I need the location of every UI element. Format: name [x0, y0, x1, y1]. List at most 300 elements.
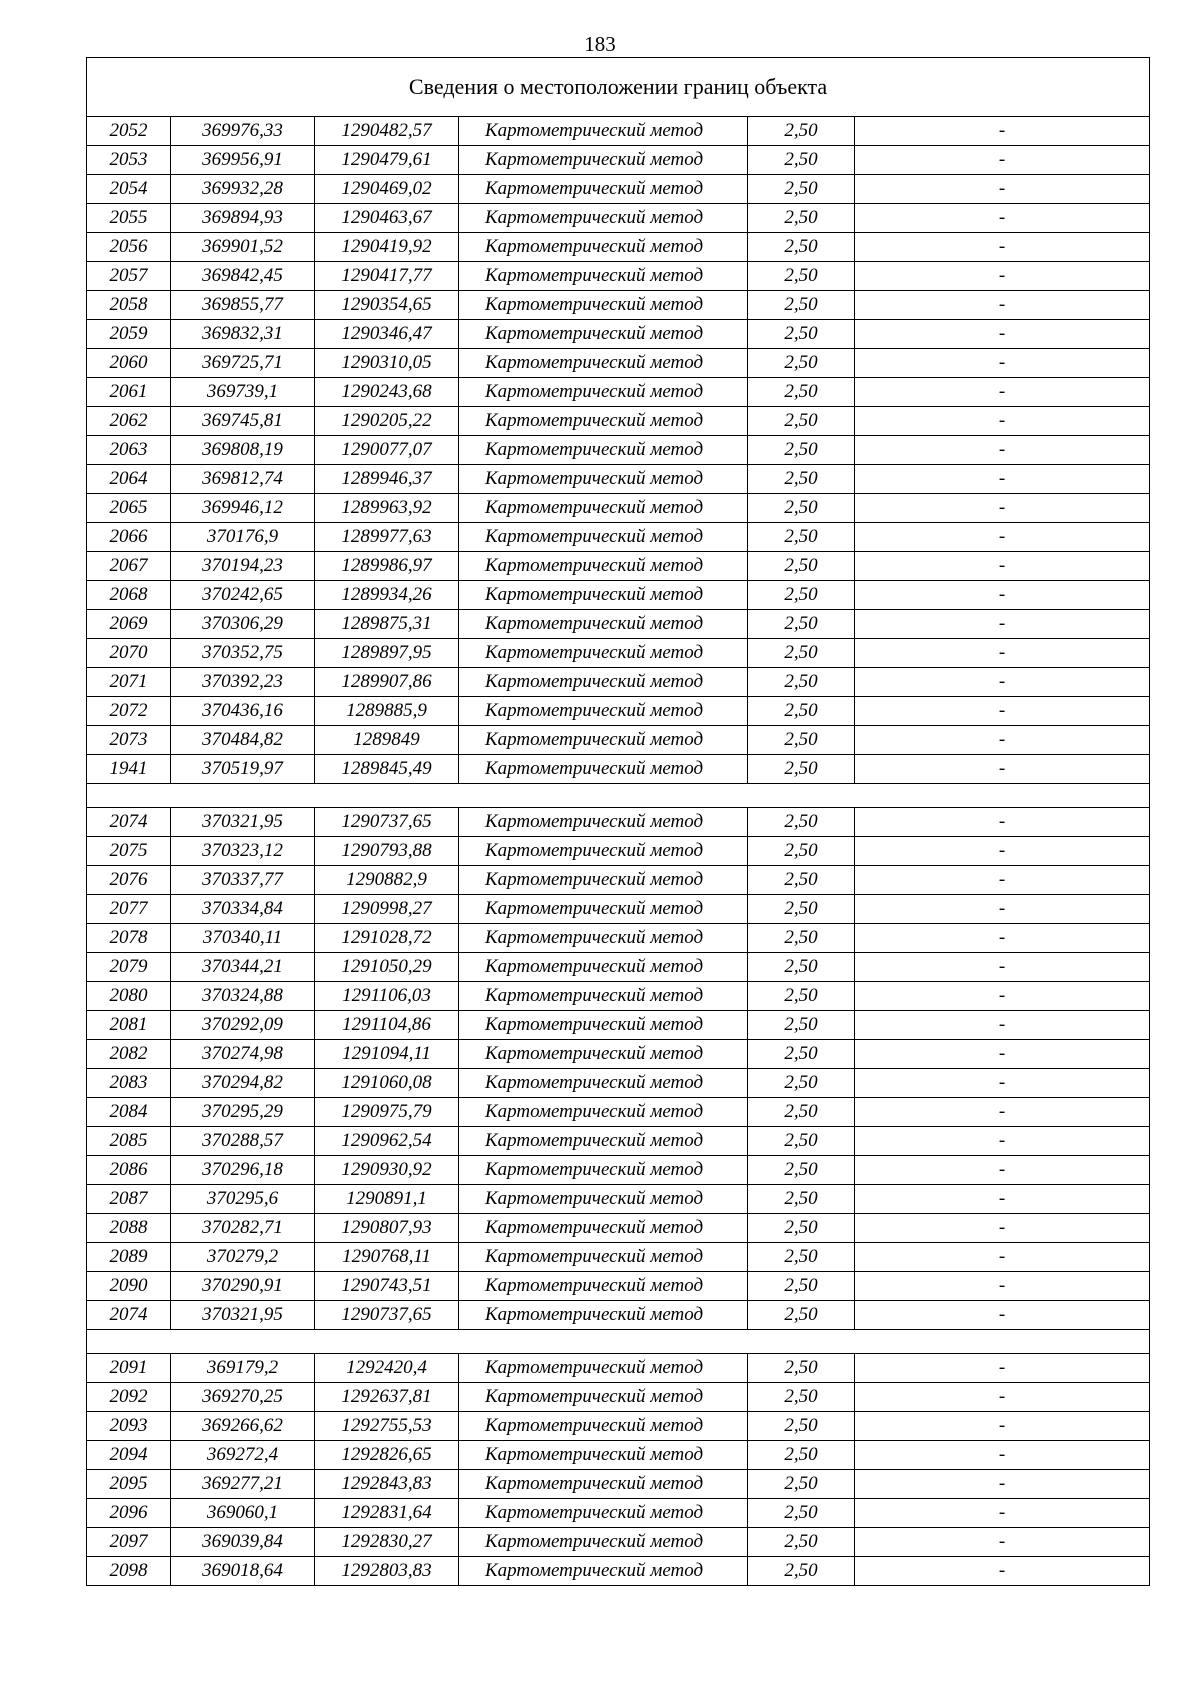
- table-row: [87, 982, 1150, 1011]
- accuracy-cell: 2,50: [748, 1098, 855, 1127]
- accuracy-cell: 2,50: [748, 1127, 855, 1156]
- coord-y-cell: 1290346,47: [315, 320, 459, 349]
- method-cell: Картометрический метод: [459, 1272, 748, 1301]
- point-number-cell: 2085: [87, 1127, 171, 1156]
- point-number-cell: 2094: [87, 1441, 171, 1470]
- point-number-cell: 2081: [87, 1011, 171, 1040]
- coord-x-cell: 370519,97: [171, 755, 315, 784]
- point-number-cell: 2072: [87, 697, 171, 726]
- coord-x-cell: 369739,1: [171, 378, 315, 407]
- table-row: [87, 1098, 1150, 1127]
- table-row: [87, 1156, 1150, 1185]
- point-number-cell: 2079: [87, 953, 171, 982]
- point-number-cell: 2097: [87, 1528, 171, 1557]
- coord-y-cell: 1292826,65: [315, 1441, 459, 1470]
- coord-x-cell: 369060,1: [171, 1499, 315, 1528]
- method-cell: Картометрический метод: [459, 117, 748, 146]
- coord-x-cell: 369832,31: [171, 320, 315, 349]
- coord-x-cell: 370296,18: [171, 1156, 315, 1185]
- point-number-cell: 2086: [87, 1156, 171, 1185]
- accuracy-cell: 2,50: [748, 837, 855, 866]
- coord-x-cell: 370274,98: [171, 1040, 315, 1069]
- table-row: [87, 1528, 1150, 1557]
- coord-x-cell: 370282,71: [171, 1214, 315, 1243]
- coord-x-cell: 370242,65: [171, 581, 315, 610]
- coord-x-cell: 369277,21: [171, 1470, 315, 1499]
- point-number-cell: 2071: [87, 668, 171, 697]
- accuracy-cell: 2,50: [748, 1441, 855, 1470]
- method-cell: Картометрический метод: [459, 552, 748, 581]
- point-number-cell: 2078: [87, 924, 171, 953]
- table-body: [87, 58, 1150, 1586]
- method-cell: Картометрический метод: [459, 1441, 748, 1470]
- coord-x-cell: 369976,33: [171, 117, 315, 146]
- accuracy-cell: 2,50: [748, 1272, 855, 1301]
- accuracy-cell: 2,50: [748, 1011, 855, 1040]
- description-cell: -: [855, 668, 1150, 697]
- method-cell: Картометрический метод: [459, 1243, 748, 1272]
- accuracy-cell: 2,50: [748, 349, 855, 378]
- table-row: [87, 581, 1150, 610]
- description-cell: -: [855, 581, 1150, 610]
- coord-y-cell: 1289845,49: [315, 755, 459, 784]
- point-number-cell: 2088: [87, 1214, 171, 1243]
- point-number-cell: 2074: [87, 808, 171, 837]
- description-cell: -: [855, 866, 1150, 895]
- accuracy-cell: 2,50: [748, 755, 855, 784]
- description-cell: -: [855, 407, 1150, 436]
- method-cell: Картометрический метод: [459, 204, 748, 233]
- method-cell: Картометрический метод: [459, 895, 748, 924]
- coord-x-cell: 370321,95: [171, 808, 315, 837]
- coord-x-cell: 370324,88: [171, 982, 315, 1011]
- point-number-cell: 2070: [87, 639, 171, 668]
- coord-y-cell: 1290243,68: [315, 378, 459, 407]
- point-number-cell: 2076: [87, 866, 171, 895]
- coord-x-cell: 370288,57: [171, 1127, 315, 1156]
- table-title: Сведения о местоположении границ объекта: [87, 58, 1150, 117]
- coord-y-cell: 1291028,72: [315, 924, 459, 953]
- description-cell: -: [855, 755, 1150, 784]
- point-number-cell: 2060: [87, 349, 171, 378]
- coord-y-cell: 1290417,77: [315, 262, 459, 291]
- method-cell: Картометрический метод: [459, 233, 748, 262]
- description-cell: -: [855, 378, 1150, 407]
- table-title-row: [87, 58, 1150, 117]
- point-number-cell: 2069: [87, 610, 171, 639]
- accuracy-cell: 2,50: [748, 262, 855, 291]
- point-number-cell: 2063: [87, 436, 171, 465]
- accuracy-cell: 2,50: [748, 924, 855, 953]
- description-cell: -: [855, 262, 1150, 291]
- method-cell: Картометрический метод: [459, 378, 748, 407]
- coord-y-cell: 1289963,92: [315, 494, 459, 523]
- coord-y-cell: 1289946,37: [315, 465, 459, 494]
- point-number-cell: 2057: [87, 262, 171, 291]
- description-cell: -: [855, 1243, 1150, 1272]
- point-number-cell: 2061: [87, 378, 171, 407]
- method-cell: Картометрический метод: [459, 1412, 748, 1441]
- coord-y-cell: 1290419,92: [315, 233, 459, 262]
- coord-y-cell: 1291104,86: [315, 1011, 459, 1040]
- table-row: [87, 146, 1150, 175]
- accuracy-cell: 2,50: [748, 1412, 855, 1441]
- coord-y-cell: 1289897,95: [315, 639, 459, 668]
- table-row: [87, 1470, 1150, 1499]
- point-number-cell: 2064: [87, 465, 171, 494]
- coord-x-cell: 369812,74: [171, 465, 315, 494]
- method-cell: Картометрический метод: [459, 1127, 748, 1156]
- method-cell: Картометрический метод: [459, 262, 748, 291]
- table-row: [87, 378, 1150, 407]
- method-cell: Картометрический метод: [459, 755, 748, 784]
- coord-x-cell: 369266,62: [171, 1412, 315, 1441]
- table-row: [87, 1214, 1150, 1243]
- point-number-cell: 2087: [87, 1185, 171, 1214]
- description-cell: -: [855, 639, 1150, 668]
- table-row: [87, 436, 1150, 465]
- table-row: [87, 1441, 1150, 1470]
- accuracy-cell: 2,50: [748, 581, 855, 610]
- table-row: [87, 755, 1150, 784]
- table-row: [87, 407, 1150, 436]
- table-row: [87, 1557, 1150, 1586]
- table-row: [87, 117, 1150, 146]
- table-row: [87, 1040, 1150, 1069]
- description-cell: -: [855, 837, 1150, 866]
- coord-x-cell: 369179,2: [171, 1354, 315, 1383]
- point-number-cell: 2066: [87, 523, 171, 552]
- method-cell: Картометрический метод: [459, 1499, 748, 1528]
- method-cell: Картометрический метод: [459, 175, 748, 204]
- point-number-cell: 2059: [87, 320, 171, 349]
- accuracy-cell: 2,50: [748, 982, 855, 1011]
- description-cell: -: [855, 924, 1150, 953]
- description-cell: -: [855, 697, 1150, 726]
- method-cell: Картометрический метод: [459, 523, 748, 552]
- accuracy-cell: 2,50: [748, 639, 855, 668]
- accuracy-cell: 2,50: [748, 1528, 855, 1557]
- coord-x-cell: 369039,84: [171, 1528, 315, 1557]
- method-cell: Картометрический метод: [459, 1098, 748, 1127]
- coord-y-cell: 1290975,79: [315, 1098, 459, 1127]
- accuracy-cell: 2,50: [748, 465, 855, 494]
- table-row: [87, 697, 1150, 726]
- description-cell: -: [855, 1040, 1150, 1069]
- table-row: [87, 639, 1150, 668]
- description-cell: -: [855, 1557, 1150, 1586]
- description-cell: -: [855, 610, 1150, 639]
- table-row: [87, 953, 1150, 982]
- coord-x-cell: 370295,29: [171, 1098, 315, 1127]
- table-row: [87, 291, 1150, 320]
- point-number-cell: 2090: [87, 1272, 171, 1301]
- accuracy-cell: 2,50: [748, 697, 855, 726]
- accuracy-cell: 2,50: [748, 1243, 855, 1272]
- coord-y-cell: 1292755,53: [315, 1412, 459, 1441]
- description-cell: -: [855, 552, 1150, 581]
- accuracy-cell: 2,50: [748, 233, 855, 262]
- method-cell: Картометрический метод: [459, 668, 748, 697]
- description-cell: -: [855, 1441, 1150, 1470]
- coord-x-cell: 370295,6: [171, 1185, 315, 1214]
- coord-x-cell: 370294,82: [171, 1069, 315, 1098]
- method-cell: Картометрический метод: [459, 581, 748, 610]
- coord-x-cell: 370484,82: [171, 726, 315, 755]
- method-cell: Картометрический метод: [459, 1383, 748, 1412]
- point-number-cell: 2093: [87, 1412, 171, 1441]
- coord-y-cell: 1290737,65: [315, 1301, 459, 1330]
- point-number-cell: 2058: [87, 291, 171, 320]
- coord-y-cell: 1290737,65: [315, 808, 459, 837]
- description-cell: -: [855, 1011, 1150, 1040]
- method-cell: Картометрический метод: [459, 146, 748, 175]
- table-row: [87, 726, 1150, 755]
- coord-x-cell: 369956,91: [171, 146, 315, 175]
- accuracy-cell: 2,50: [748, 610, 855, 639]
- method-cell: Картометрический метод: [459, 697, 748, 726]
- page-number: 183: [584, 32, 616, 56]
- description-cell: -: [855, 117, 1150, 146]
- coord-y-cell: 1290469,02: [315, 175, 459, 204]
- coord-y-cell: 1289907,86: [315, 668, 459, 697]
- description-cell: -: [855, 349, 1150, 378]
- method-cell: Картометрический метод: [459, 982, 748, 1011]
- description-cell: -: [855, 895, 1150, 924]
- boundary-coordinates-table: [86, 57, 1150, 1586]
- table-row: [87, 837, 1150, 866]
- table-row: [87, 610, 1150, 639]
- coord-y-cell: 1290793,88: [315, 837, 459, 866]
- coord-y-cell: 1290962,54: [315, 1127, 459, 1156]
- coord-x-cell: 369808,19: [171, 436, 315, 465]
- coord-y-cell: 1290205,22: [315, 407, 459, 436]
- description-cell: -: [855, 1301, 1150, 1330]
- description-cell: -: [855, 436, 1150, 465]
- table-row: [87, 494, 1150, 523]
- accuracy-cell: 2,50: [748, 726, 855, 755]
- accuracy-cell: 2,50: [748, 1214, 855, 1243]
- point-number-cell: 2065: [87, 494, 171, 523]
- method-cell: Картометрический метод: [459, 924, 748, 953]
- description-cell: -: [855, 1185, 1150, 1214]
- accuracy-cell: 2,50: [748, 320, 855, 349]
- accuracy-cell: 2,50: [748, 895, 855, 924]
- table-row: [87, 1272, 1150, 1301]
- table-row: [87, 1185, 1150, 1214]
- method-cell: Картометрический метод: [459, 465, 748, 494]
- accuracy-cell: 2,50: [748, 1383, 855, 1412]
- coord-y-cell: 1290482,57: [315, 117, 459, 146]
- coord-y-cell: 1290354,65: [315, 291, 459, 320]
- method-cell: Картометрический метод: [459, 1557, 748, 1586]
- coord-y-cell: 1290807,93: [315, 1214, 459, 1243]
- accuracy-cell: 2,50: [748, 117, 855, 146]
- point-number-cell: 2096: [87, 1499, 171, 1528]
- description-cell: -: [855, 204, 1150, 233]
- accuracy-cell: 2,50: [748, 1354, 855, 1383]
- method-cell: Картометрический метод: [459, 1156, 748, 1185]
- coord-y-cell: 1290077,07: [315, 436, 459, 465]
- point-number-cell: 2074: [87, 1301, 171, 1330]
- coord-y-cell: 1292420,4: [315, 1354, 459, 1383]
- method-cell: Картометрический метод: [459, 610, 748, 639]
- table-row: [87, 175, 1150, 204]
- coord-x-cell: 370279,2: [171, 1243, 315, 1272]
- description-cell: -: [855, 1272, 1150, 1301]
- accuracy-cell: 2,50: [748, 1557, 855, 1586]
- point-number-cell: 2089: [87, 1243, 171, 1272]
- method-cell: Картометрический метод: [459, 866, 748, 895]
- method-cell: Картометрический метод: [459, 639, 748, 668]
- point-number-cell: 2095: [87, 1470, 171, 1499]
- method-cell: Картометрический метод: [459, 726, 748, 755]
- table-row: [87, 523, 1150, 552]
- description-cell: -: [855, 726, 1150, 755]
- accuracy-cell: 2,50: [748, 808, 855, 837]
- point-number-cell: 2055: [87, 204, 171, 233]
- accuracy-cell: 2,50: [748, 291, 855, 320]
- description-cell: -: [855, 465, 1150, 494]
- method-cell: Картометрический метод: [459, 808, 748, 837]
- contour-separator-cell: [87, 784, 1150, 808]
- coord-x-cell: 370436,16: [171, 697, 315, 726]
- coord-y-cell: 1291050,29: [315, 953, 459, 982]
- coord-x-cell: 370290,91: [171, 1272, 315, 1301]
- method-cell: Картометрический метод: [459, 320, 748, 349]
- table-row: [87, 233, 1150, 262]
- description-cell: -: [855, 1354, 1150, 1383]
- coord-y-cell: 1289977,63: [315, 523, 459, 552]
- method-cell: Картометрический метод: [459, 436, 748, 465]
- table-row: [87, 924, 1150, 953]
- point-number-cell: 2080: [87, 982, 171, 1011]
- coord-y-cell: 1292831,64: [315, 1499, 459, 1528]
- accuracy-cell: 2,50: [748, 407, 855, 436]
- coord-y-cell: 1292637,81: [315, 1383, 459, 1412]
- point-number-cell: 2053: [87, 146, 171, 175]
- point-number-cell: 2083: [87, 1069, 171, 1098]
- method-cell: Картометрический метод: [459, 1470, 748, 1499]
- coord-y-cell: 1291106,03: [315, 982, 459, 1011]
- method-cell: Картометрический метод: [459, 494, 748, 523]
- coord-x-cell: 370334,84: [171, 895, 315, 924]
- accuracy-cell: 2,50: [748, 204, 855, 233]
- description-cell: -: [855, 808, 1150, 837]
- coord-y-cell: 1290310,05: [315, 349, 459, 378]
- description-cell: -: [855, 1499, 1150, 1528]
- table-row: [87, 895, 1150, 924]
- coord-y-cell: 1290930,92: [315, 1156, 459, 1185]
- description-cell: -: [855, 1214, 1150, 1243]
- method-cell: Картометрический метод: [459, 1528, 748, 1557]
- accuracy-cell: 2,50: [748, 668, 855, 697]
- accuracy-cell: 2,50: [748, 1069, 855, 1098]
- method-cell: Картометрический метод: [459, 837, 748, 866]
- coord-y-cell: 1292803,83: [315, 1557, 459, 1586]
- point-number-cell: 2062: [87, 407, 171, 436]
- coord-x-cell: 370292,09: [171, 1011, 315, 1040]
- description-cell: -: [855, 320, 1150, 349]
- point-number-cell: 2075: [87, 837, 171, 866]
- accuracy-cell: 2,50: [748, 866, 855, 895]
- table-row: [87, 866, 1150, 895]
- accuracy-cell: 2,50: [748, 146, 855, 175]
- coord-y-cell: 1290882,9: [315, 866, 459, 895]
- table-row: [87, 320, 1150, 349]
- coord-x-cell: 369725,71: [171, 349, 315, 378]
- coord-x-cell: 370306,29: [171, 610, 315, 639]
- coord-y-cell: 1290463,67: [315, 204, 459, 233]
- coord-y-cell: 1289885,9: [315, 697, 459, 726]
- description-cell: -: [855, 1127, 1150, 1156]
- coord-y-cell: 1289849: [315, 726, 459, 755]
- description-cell: -: [855, 1412, 1150, 1441]
- coord-x-cell: 370392,23: [171, 668, 315, 697]
- accuracy-cell: 2,50: [748, 436, 855, 465]
- coord-x-cell: 369932,28: [171, 175, 315, 204]
- table-row: [87, 1383, 1150, 1412]
- method-cell: Картометрический метод: [459, 349, 748, 378]
- description-cell: -: [855, 175, 1150, 204]
- coord-x-cell: 370176,9: [171, 523, 315, 552]
- contour-separator-row: [87, 1330, 1150, 1354]
- table-row: [87, 1243, 1150, 1272]
- description-cell: -: [855, 1098, 1150, 1127]
- point-number-cell: 2073: [87, 726, 171, 755]
- coord-y-cell: 1290743,51: [315, 1272, 459, 1301]
- coord-x-cell: 369946,12: [171, 494, 315, 523]
- coord-x-cell: 369745,81: [171, 407, 315, 436]
- table-row: [87, 204, 1150, 233]
- coord-x-cell: 369894,93: [171, 204, 315, 233]
- table-row: [87, 1011, 1150, 1040]
- accuracy-cell: 2,50: [748, 523, 855, 552]
- method-cell: Картометрический метод: [459, 1214, 748, 1243]
- coord-y-cell: 1291060,08: [315, 1069, 459, 1098]
- description-cell: -: [855, 233, 1150, 262]
- table-row: [87, 1354, 1150, 1383]
- table-row: [87, 1301, 1150, 1330]
- method-cell: Картометрический метод: [459, 1354, 748, 1383]
- coord-y-cell: 1291094,11: [315, 1040, 459, 1069]
- accuracy-cell: 2,50: [748, 552, 855, 581]
- coord-y-cell: 1290891,1: [315, 1185, 459, 1214]
- table-row: [87, 262, 1150, 291]
- accuracy-cell: 2,50: [748, 1301, 855, 1330]
- coord-x-cell: 370194,23: [171, 552, 315, 581]
- table-row: [87, 552, 1150, 581]
- table-row: [87, 465, 1150, 494]
- method-cell: Картометрический метод: [459, 1040, 748, 1069]
- description-cell: -: [855, 146, 1150, 175]
- accuracy-cell: 2,50: [748, 1156, 855, 1185]
- table-row: [87, 1127, 1150, 1156]
- coord-x-cell: 370337,77: [171, 866, 315, 895]
- method-cell: Картометрический метод: [459, 1185, 748, 1214]
- coord-x-cell: 370323,12: [171, 837, 315, 866]
- coord-y-cell: 1292830,27: [315, 1528, 459, 1557]
- point-number-cell: 2054: [87, 175, 171, 204]
- accuracy-cell: 2,50: [748, 1040, 855, 1069]
- coord-y-cell: 1290479,61: [315, 146, 459, 175]
- coord-x-cell: 370344,21: [171, 953, 315, 982]
- table-row: [87, 1499, 1150, 1528]
- coord-x-cell: 369018,64: [171, 1557, 315, 1586]
- table-row: [87, 349, 1150, 378]
- coord-x-cell: 369901,52: [171, 233, 315, 262]
- accuracy-cell: 2,50: [748, 494, 855, 523]
